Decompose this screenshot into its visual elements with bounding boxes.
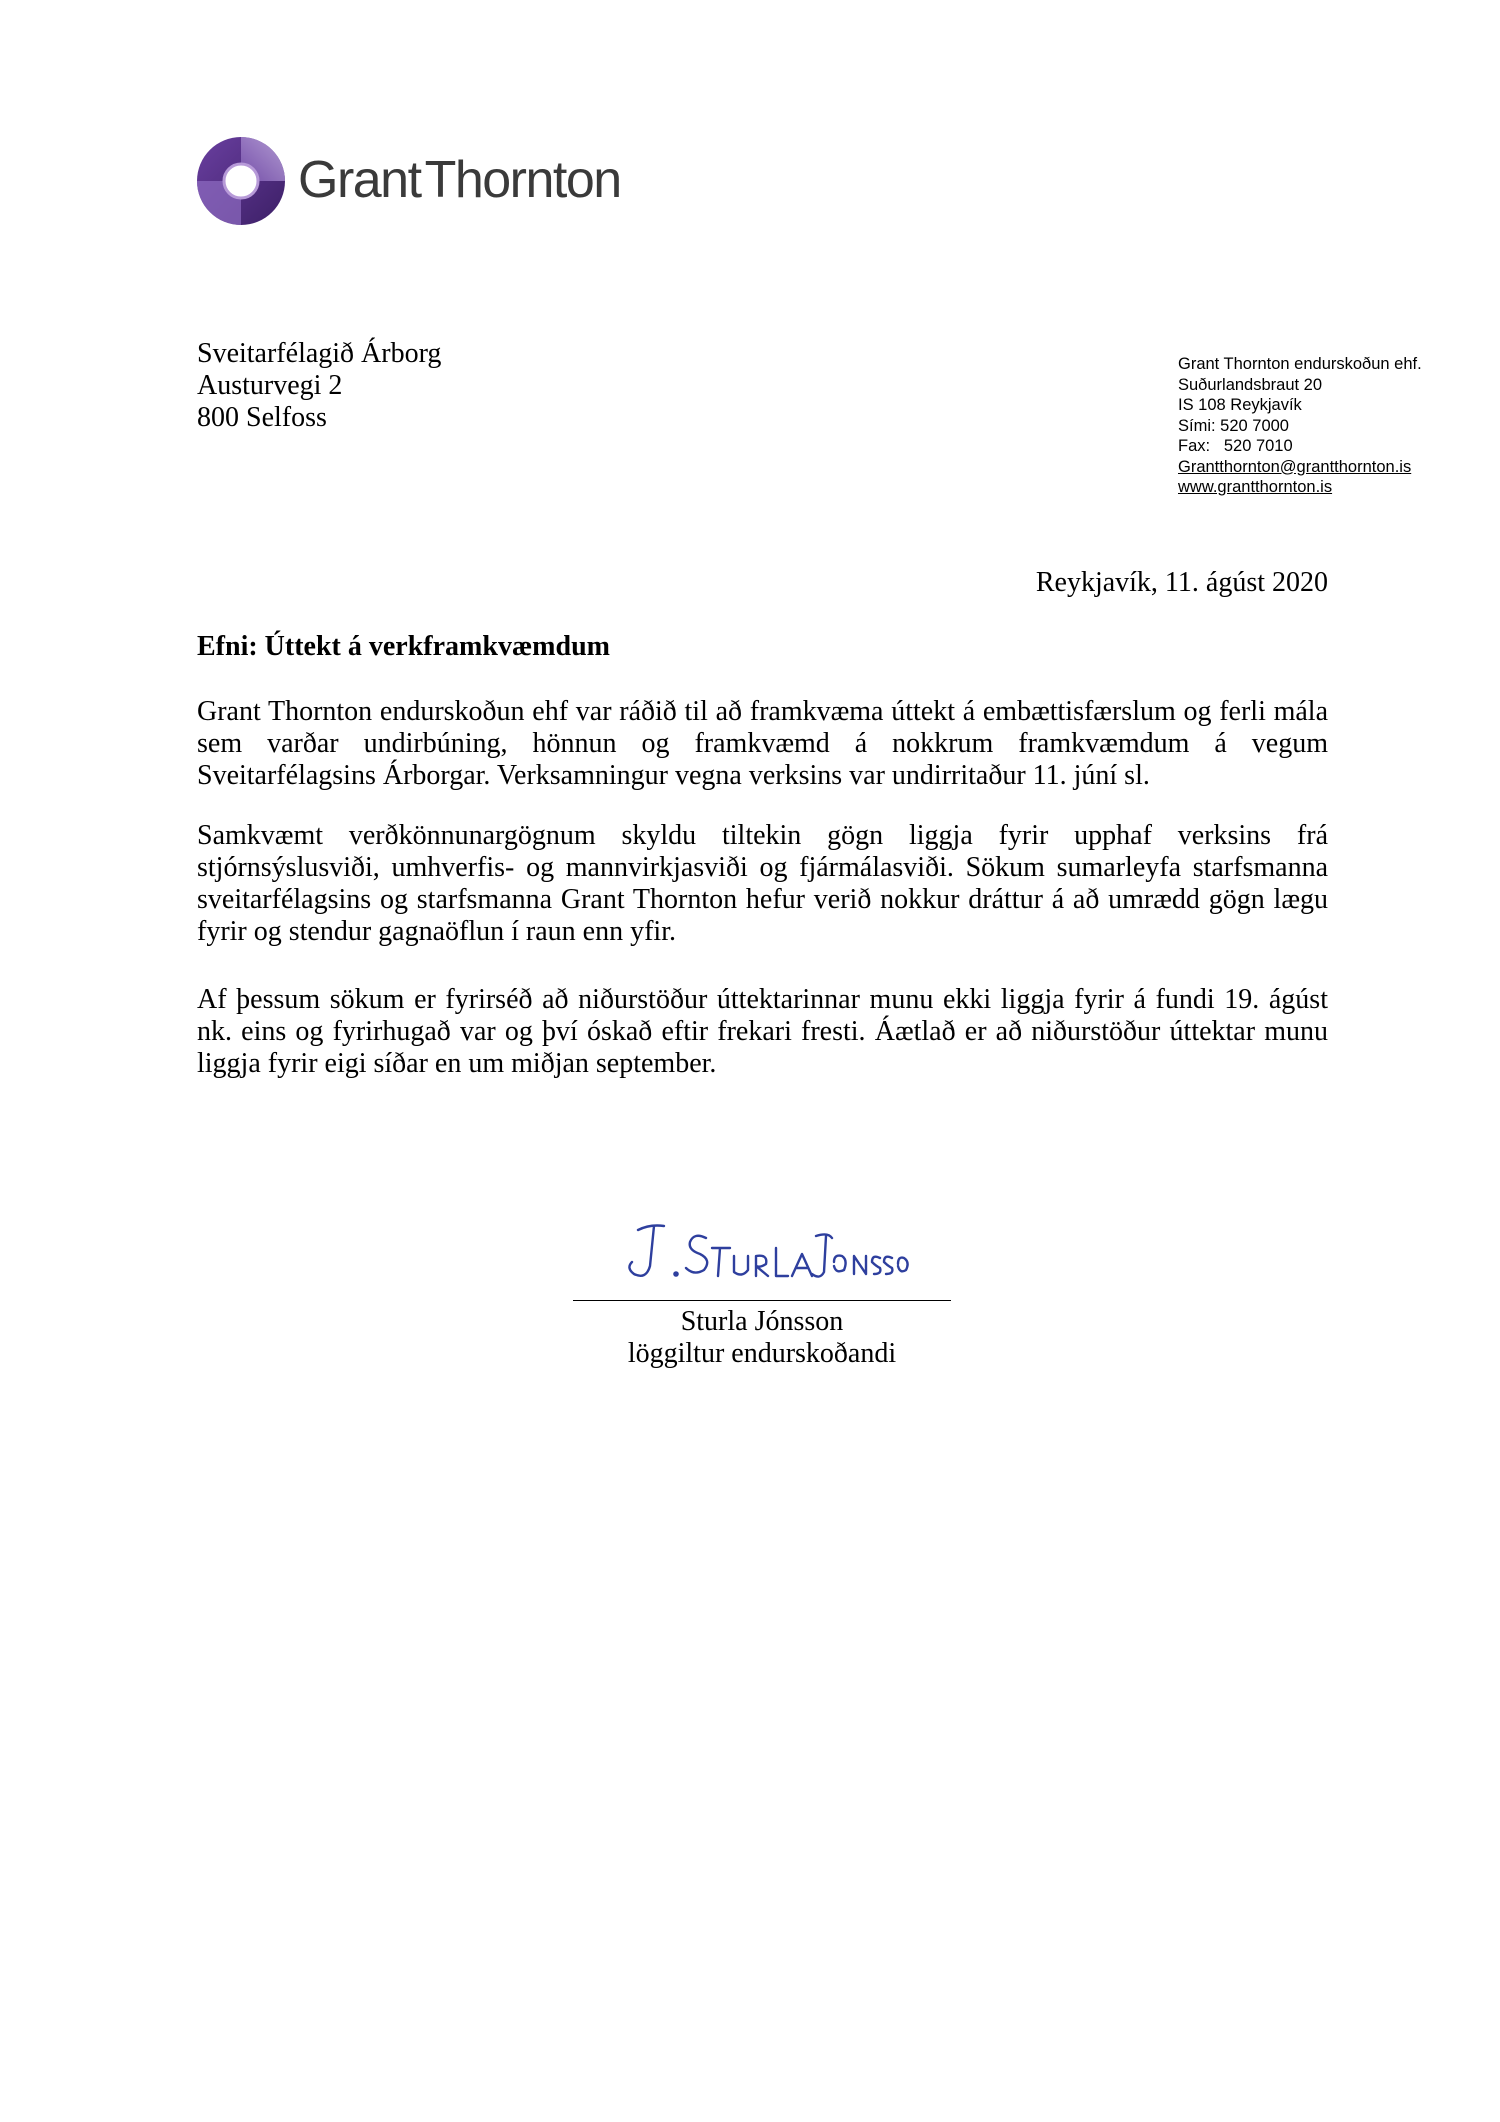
grant-thornton-logo [196,136,646,226]
sender-city: IS 108 Reykjavík [1178,396,1302,414]
sender-website-link[interactable]: www.grantthornton.is [1178,478,1333,496]
sender-street: Suðurlandsbraut 20 [1178,375,1323,394]
letter-subject: Efni: Úttekt á verkframkvæmdum [197,631,610,662]
sender-company: Grant Thornton endurskoðun ehf. [1178,355,1422,373]
recipient-city: 800 Selfoss [197,402,327,433]
body-paragraph-1: Grant Thornton endurskoðun ehf var ráðið til að framkvæma úttekt á embættisfærslum og ferli mála sem varðar undirbúning, hönnun og framkvæmd á nokkrum framkvæmdum á vegum Sveitarfélagsins Árborgar. Verksamningur vegna verksins var undirritaður 11. júní sl. [197,696,1328,791]
handwritten-signature [620,1218,910,1293]
logo-word-grant: Grant [298,151,421,209]
sender-address [1178,354,1422,498]
sender-phone: Sími: 520 7000 [1178,416,1289,435]
recipient-name: Sveitarfélagið Árborg [197,338,442,369]
letter-date: Reykjavík, 11. ágúst 2020 [1035,567,1328,598]
signatory-title: löggiltur endurskoðandi [627,1338,897,1369]
body-paragraph-3: Af þessum sökum er fyrirséð að niðurstöður úttektarinnar munu ekki liggja fyrir á fundi 19. ágúst nk. eins og fyrirhugað var og því óskað eftir frekari fresti. Áætlað er að niðurstöður úttektar munu liggja fyrir eigi síðar en um miðjan september. [197,984,1328,1079]
signatory-name: Sturla Jónsson [680,1306,844,1337]
logo-word-thornton: Thornton [424,151,621,209]
signature-line [573,1300,951,1301]
sender-email-link[interactable]: Grantthornton@grantthornton.is [1178,457,1412,476]
recipient-street: Austurvegi 2 [197,370,343,401]
sender-fax: Fax: 520 7010 [1178,437,1293,455]
body-paragraph-2: Samkvæmt verðkönnunargögnum skyldu tiltekin gögn liggja fyrir upphaf verksins frá stjórnsýslusviði, umhverfis- og mannvirkjasviði og fjármálasviði. Sökum sumarleyfa starfsmanna sveitarfélagsins og starfsmanna Grant Thornton hefur verið nokkur dráttur á að umrædd gögn lægu fyrir og stendur gagnaöflun í raun enn yfir. [197,820,1328,947]
grant-thornton-logo-icon [196,136,286,226]
recipient-address [197,338,441,434]
logo-wordmark [298,150,621,210]
